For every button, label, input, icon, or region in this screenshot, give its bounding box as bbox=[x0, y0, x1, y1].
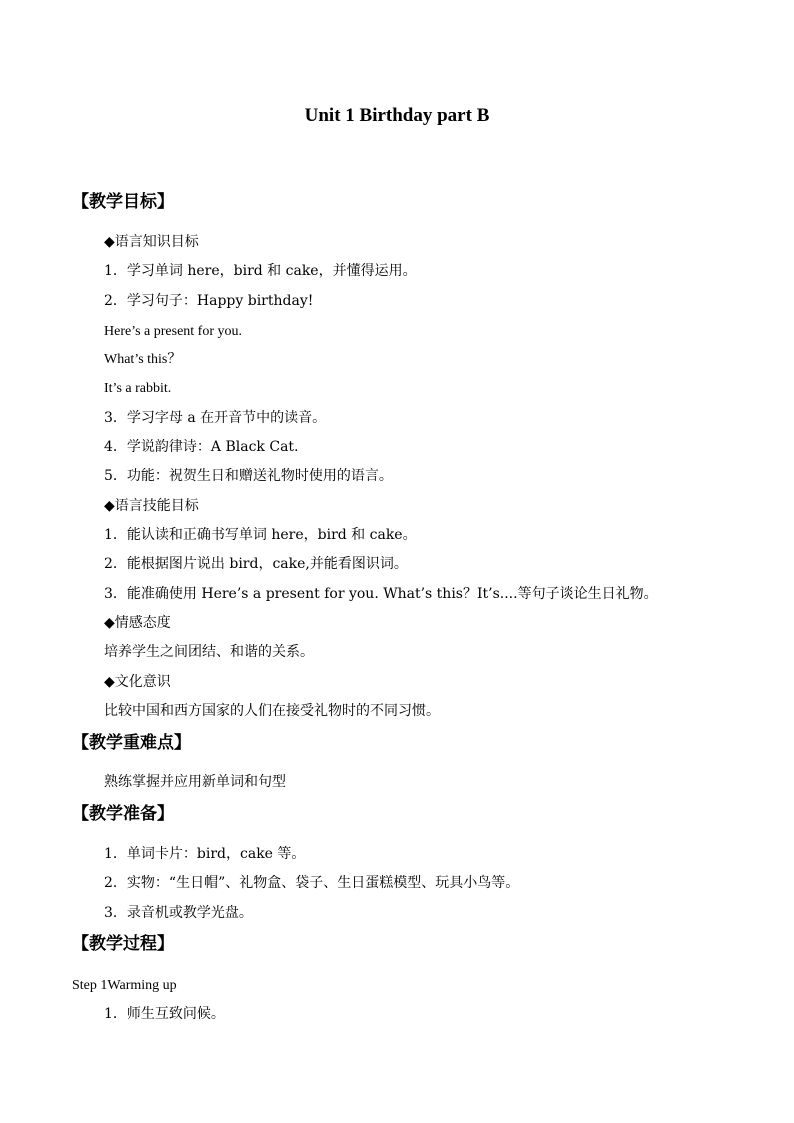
culture-label: ◆文化意识 bbox=[104, 674, 171, 690]
section-heading-process: 【教学过程】 bbox=[72, 934, 174, 954]
preparation-item-3: 3．录音机或教学光盘。 bbox=[104, 905, 253, 921]
document-title: Unit 1 Birthday part B bbox=[304, 105, 490, 126]
preparation-item-2: 2．实物：“生日帽”、礼物盒、袋子、生日蛋糕模型、玩具小鸟等。 bbox=[104, 875, 520, 891]
attitude-label: ◆情感态度 bbox=[104, 615, 171, 631]
skills-item-1: 1．能认读和正确书写单词 here，bird 和 cake。 bbox=[104, 527, 417, 543]
step-1-item-1: 1．师生互致问候。 bbox=[104, 1006, 225, 1022]
key-points-text: 熟练掌握并应用新单词和句型 bbox=[104, 774, 286, 790]
sentence-example-2: What’s this？ bbox=[104, 352, 182, 367]
section-heading-preparation: 【教学准备】 bbox=[72, 804, 174, 824]
section-heading-key-points: 【教学重难点】 bbox=[72, 733, 191, 753]
sentence-example-1: Here’s a present for you. bbox=[104, 324, 243, 339]
knowledge-item-2: 2．学习句子：Happy birthday! bbox=[104, 293, 314, 309]
sentence-example-3: It’s a rabbit. bbox=[104, 381, 172, 396]
knowledge-item-4: 4．学说韵律诗：A Black Cat. bbox=[104, 439, 299, 455]
skills-item-3: 3．能准确使用 Here’s a present for you. What’s this？It’s....等句子谈论生日礼物。 bbox=[104, 586, 658, 602]
section-heading-objectives: 【教学目标】 bbox=[72, 192, 174, 212]
knowledge-goals-label: ◆语言知识目标 bbox=[104, 234, 199, 250]
preparation-item-1: 1．单词卡片：bird，cake 等。 bbox=[104, 846, 306, 862]
skills-item-2: 2．能根据图片说出 bird，cake,并能看图识词。 bbox=[104, 556, 408, 572]
culture-text: 比较中国和西方国家的人们在接受礼物时的不同习惯。 bbox=[104, 703, 440, 719]
knowledge-item-3: 3．学习字母 a 在开音节中的读音。 bbox=[104, 410, 327, 426]
knowledge-item-1: 1．学习单词 here，bird 和 cake，并懂得运用。 bbox=[104, 263, 417, 279]
step-1-heading: Step 1Warming up bbox=[72, 978, 177, 993]
attitude-text: 培养学生之间团结、和谐的关系。 bbox=[104, 644, 314, 660]
skills-goals-label: ◆语言技能目标 bbox=[104, 498, 199, 514]
knowledge-item-5: 5．功能：祝贺生日和赠送礼物时使用的语言。 bbox=[104, 468, 393, 484]
